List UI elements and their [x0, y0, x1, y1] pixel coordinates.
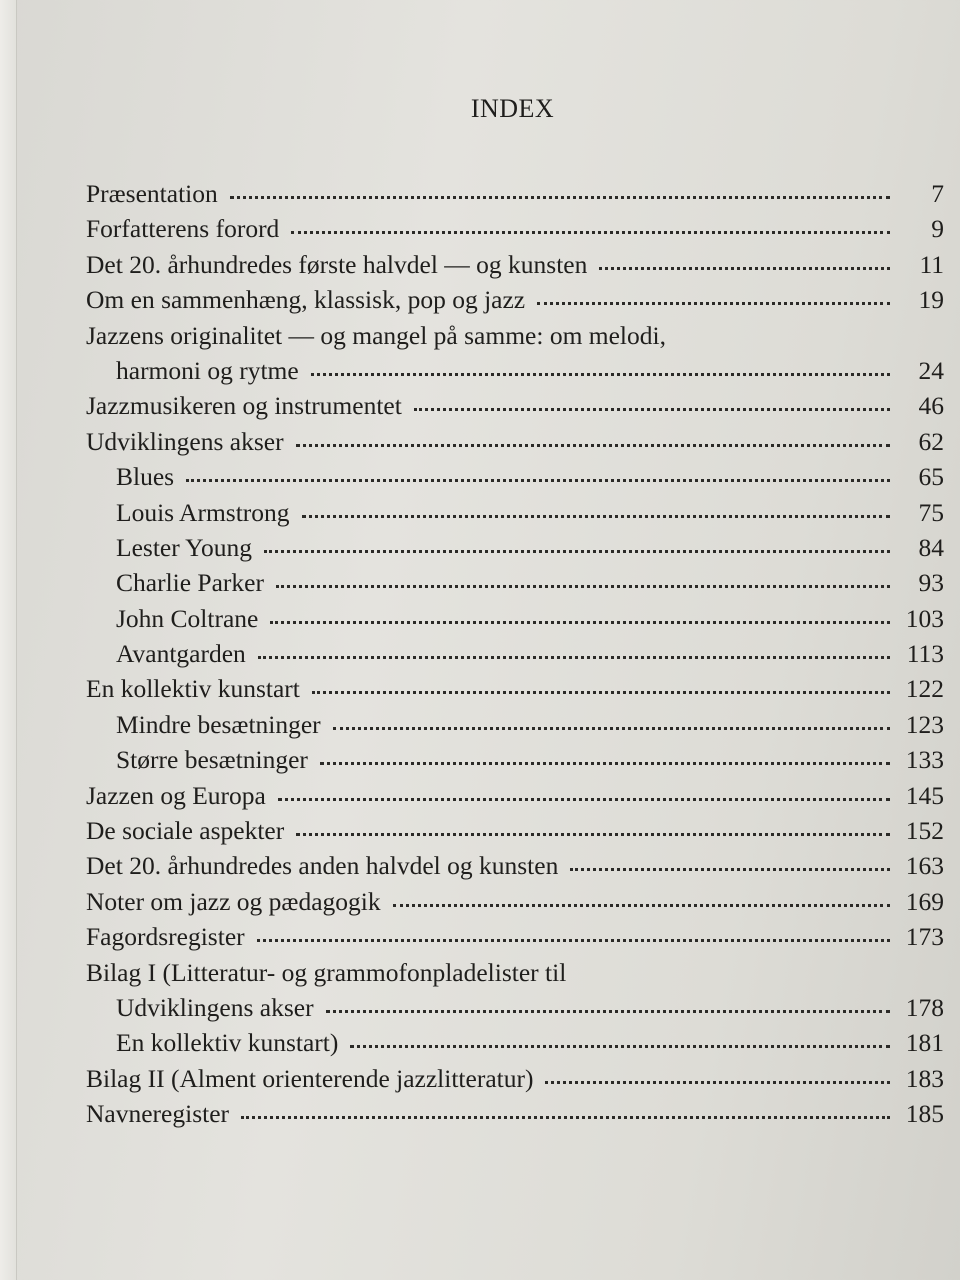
dot-leader	[276, 585, 890, 588]
toc-entry	[86, 247, 944, 282]
toc-entry	[86, 388, 944, 423]
toc-entry-label: Større besætninger	[116, 745, 308, 775]
dot-leader	[257, 939, 890, 942]
toc-entry-label: Lester Young	[116, 532, 253, 562]
dot-leader	[545, 1081, 890, 1084]
toc-entry-label: En kollektiv kunstart)	[116, 1028, 339, 1058]
toc-entry	[86, 636, 944, 671]
dot-leader	[241, 1116, 890, 1119]
toc-entry	[86, 919, 944, 954]
toc-entry-page: 181	[905, 1028, 944, 1058]
toc-entry-page: 24	[918, 355, 944, 385]
toc-entry	[86, 707, 944, 742]
toc-entry-label: harmoni og rytme	[116, 355, 299, 385]
toc-entry-label: Forfatterens forord	[86, 214, 280, 244]
toc-entry-label: De sociale aspekter	[86, 816, 285, 846]
toc-entry-page: 169	[905, 886, 944, 916]
toc-entry	[86, 813, 944, 848]
dot-leader	[291, 231, 890, 234]
dot-leader	[326, 1010, 890, 1013]
dot-leader	[599, 267, 890, 270]
table-of-contents	[86, 176, 944, 1132]
toc-entry-label: Blues	[116, 462, 175, 492]
toc-entry-label: Om en sammenhæng, klassisk, pop og jazz	[86, 285, 526, 315]
dot-leader	[537, 302, 890, 305]
toc-entry	[86, 1025, 944, 1060]
dot-leader	[312, 691, 890, 694]
toc-entry-label: John Coltrane	[116, 603, 259, 633]
toc-entry	[86, 530, 944, 565]
page-title: INDEX	[470, 94, 555, 123]
toc-entry	[86, 211, 944, 246]
toc-entry-page: 19	[918, 285, 944, 315]
dot-leader	[320, 762, 890, 765]
toc-entry	[86, 495, 944, 530]
toc-entry-label: Charlie Parker	[116, 568, 264, 598]
toc-entry-page: 9	[931, 214, 944, 244]
toc-entry	[86, 990, 944, 1025]
toc-entry	[86, 1096, 944, 1131]
toc-entry	[86, 955, 944, 990]
toc-entry-page: 11	[919, 249, 944, 279]
toc-entry-label: Avantgarden	[116, 639, 246, 669]
toc-entry-label: Det 20. århundredes anden halvdel og kunsten	[86, 851, 559, 881]
toc-entry-label: Jazzmusikeren og instrumentet	[86, 391, 402, 421]
dot-leader	[414, 408, 890, 411]
toc-entry	[86, 778, 944, 813]
toc-entry	[86, 282, 944, 317]
toc-entry-label: Louis Armstrong	[116, 497, 290, 527]
toc-entry-page: 84	[918, 532, 944, 562]
toc-entry-label: Udviklingens akser	[86, 426, 284, 456]
toc-entry-label: Udviklingens akser	[116, 992, 314, 1022]
toc-entry	[86, 1061, 944, 1096]
toc-entry-label: En kollektiv kunstart	[86, 674, 300, 704]
toc-entry	[86, 848, 944, 883]
dot-leader	[296, 833, 890, 836]
dot-leader	[570, 868, 890, 871]
toc-entry-page: 185	[905, 1099, 944, 1129]
toc-entry-page: 183	[905, 1063, 944, 1093]
dot-leader	[278, 798, 890, 801]
toc-entry-page: 113	[906, 639, 944, 669]
toc-entry-page: 46	[918, 391, 944, 421]
dot-leader	[393, 904, 890, 907]
toc-entry	[86, 742, 944, 777]
toc-entry-label: Navneregister	[86, 1099, 230, 1129]
toc-entry	[86, 176, 944, 211]
dot-leader	[186, 479, 890, 482]
toc-entry-label: Det 20. århundredes første halvdel — og kunsten	[86, 249, 588, 279]
toc-entry-page: 123	[905, 709, 944, 739]
dot-leader	[350, 1045, 890, 1048]
toc-entry	[86, 459, 944, 494]
dot-leader	[333, 727, 890, 730]
toc-entry	[86, 565, 944, 600]
toc-entry-page: 75	[918, 497, 944, 527]
toc-entry-page: 122	[905, 674, 944, 704]
toc-entry-label: Jazzens originalitet — og mangel på samme: om melodi,	[86, 320, 666, 350]
dot-leader	[296, 444, 890, 447]
toc-entry	[86, 671, 944, 706]
dot-leader	[311, 373, 890, 376]
toc-entry-label: Jazzen og Europa	[86, 780, 266, 810]
toc-entry-label: Fagordsregister	[86, 922, 245, 952]
toc-entry-page: 178	[905, 992, 944, 1022]
dot-leader	[270, 621, 890, 624]
toc-entry	[86, 884, 944, 919]
toc-entry-label: Mindre besætninger	[116, 709, 321, 739]
toc-entry	[86, 601, 944, 636]
toc-entry-label: Noter om jazz og pædagogik	[86, 886, 381, 916]
toc-entry-page: 145	[905, 780, 944, 810]
dot-leader	[230, 196, 890, 199]
dot-leader	[264, 550, 890, 553]
toc-entry-page: 103	[905, 603, 944, 633]
dot-leader	[258, 656, 890, 659]
toc-entry-page: 7	[931, 179, 944, 208]
toc-entry-label: Bilag I (Litteratur- og grammofonpladelister til	[86, 957, 567, 987]
toc-entry-page: 133	[905, 745, 944, 775]
dot-leader	[302, 515, 890, 518]
toc-entry	[86, 424, 944, 459]
toc-entry-page: 62	[918, 426, 944, 456]
toc-entry-page: 163	[905, 851, 944, 881]
toc-entry	[86, 353, 944, 388]
toc-entry-label: Præsentation	[86, 179, 218, 208]
toc-entry-page: 65	[918, 462, 944, 492]
toc-entry-page: 173	[905, 922, 944, 952]
toc-entry	[86, 318, 944, 353]
toc-entry-page: 152	[905, 816, 944, 846]
toc-entry-page: 93	[918, 568, 944, 598]
toc-entry-label: Bilag II (Alment orienterende jazzlitteratur)	[86, 1063, 534, 1093]
